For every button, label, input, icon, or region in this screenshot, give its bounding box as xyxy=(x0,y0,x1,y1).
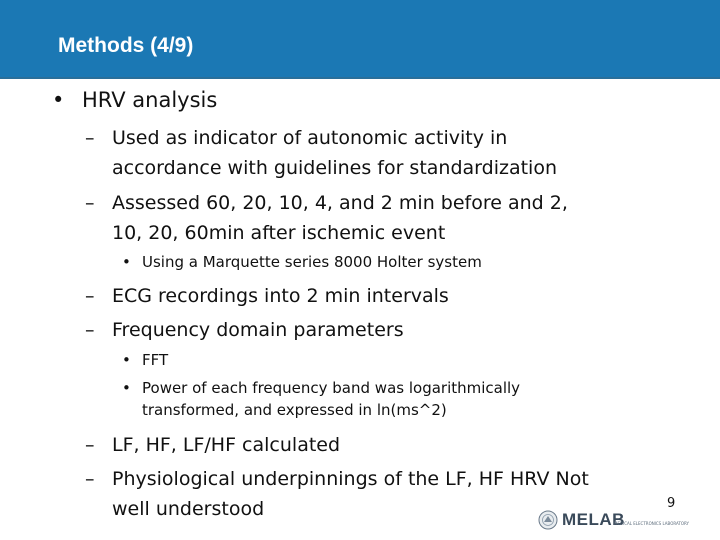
list-item-line: ECG recordings into 2 min intervals xyxy=(112,285,449,307)
list-item-line: Assessed 60, 20, 10, 4, and 2 min before and 2, xyxy=(112,192,568,214)
main-bullet-text: HRV analysis xyxy=(82,88,218,112)
sub-list-item-line: Power of each frequency band was logarithmically xyxy=(142,379,521,397)
melab-logo xyxy=(538,508,718,532)
list-item-line: Used as indicator of autonomic activity in xyxy=(112,127,508,149)
dash-icon: – xyxy=(85,319,95,341)
dash-icon: – xyxy=(85,468,95,490)
list-item-line: Physiological underpinnings of the LF, HF HRV Not xyxy=(112,468,589,490)
page-number: 9 xyxy=(667,496,676,511)
dash-icon: – xyxy=(85,434,95,456)
dash-icon: – xyxy=(85,127,95,149)
bullet-icon: • xyxy=(122,351,131,369)
list-item-line: LF, HF, LF/HF calculated xyxy=(112,434,341,456)
list-item-line: accordance with guidelines for standardization xyxy=(112,157,557,179)
logo-name: MELAB xyxy=(562,510,625,529)
list-item-line: Frequency domain parameters xyxy=(112,319,404,341)
sub-list-item-line: FFT xyxy=(142,351,169,369)
dash-icon: – xyxy=(85,192,95,214)
list-item-line: well understood xyxy=(112,498,265,520)
slide-title: Methods (4/9) xyxy=(58,34,194,57)
bullet-icon: • xyxy=(52,88,65,112)
dash-icon: – xyxy=(85,285,95,307)
list-item-line: 10, 20, 60min after ischemic event xyxy=(112,222,446,244)
sub-list-item-line: Using a Marquette series 8000 Holter system xyxy=(142,253,482,271)
bullet-icon: • xyxy=(122,253,131,271)
university-emblem-icon xyxy=(538,510,558,530)
logo-tagline: MEDICAL ELECTRONICS LABORATORY xyxy=(614,521,689,526)
slide-header xyxy=(0,0,720,79)
sub-list-item-line: transformed, and expressed in ln(ms^2) xyxy=(142,401,447,419)
bullet-icon: • xyxy=(122,379,131,397)
